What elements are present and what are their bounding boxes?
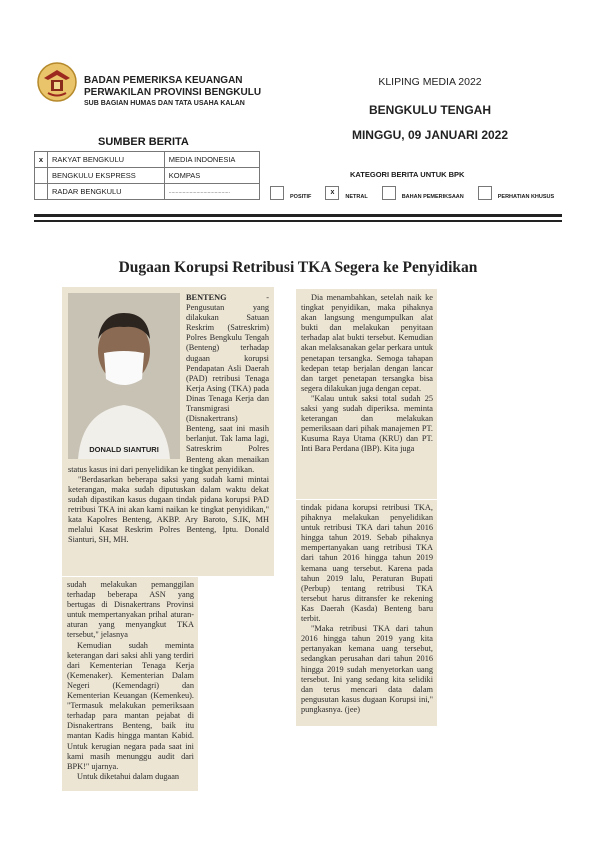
source-cell: MEDIA INDONESIA	[164, 152, 259, 168]
bpk-logo	[36, 60, 78, 104]
org-division: SUB BAGIAN HUMAS DAN TATA USAHA KALAN	[84, 100, 245, 107]
source-cell: RADAR BENGKULU	[48, 184, 165, 200]
category-checkbox[interactable]: x	[325, 186, 339, 200]
category-checkbox[interactable]	[270, 186, 284, 200]
org-branch: PERWAKILAN PROVINSI BENGKULU	[84, 87, 262, 98]
category-checkbox[interactable]	[382, 186, 396, 200]
source-checkbox[interactable]	[35, 168, 48, 184]
source-checkbox[interactable]: x	[35, 152, 48, 168]
category-label: PERHATIAN KHUSUS	[497, 194, 555, 200]
header-divider	[34, 220, 562, 222]
region-title: BENGKULU TENGAH	[369, 103, 491, 117]
edition-date: MINGGU, 09 JANUARI 2022	[351, 128, 509, 142]
table-row	[35, 152, 260, 168]
kliping-label: KLIPING MEDIA 2022	[378, 76, 482, 88]
article-paragraph: sudah melakukan pemanggilan terhadap beberapa ASN yang bertugas di Disnakertrans Provinsi untuk mempertanyakan prihal aturan-aturan yang menyangkut TKA tersebut," jelasnya	[67, 580, 194, 640]
source-table	[34, 151, 260, 200]
category-label: POSITIF	[290, 194, 312, 200]
table-row	[35, 184, 260, 200]
person-photo-icon	[68, 293, 180, 459]
category-label: BAHAN PEMERIKSAAN	[401, 194, 464, 200]
article-text: berlanjut. Tak lama lagi, Satreskrim Polres Benteng akan menaikan status kasus ini dari penyelidikan ke tingkat penyidikan.	[68, 434, 269, 474]
reporter-photo	[68, 293, 180, 459]
category-title: KATEGORI BERITA UNTUK BPK	[350, 170, 465, 179]
category-label: NETRAL	[345, 194, 368, 200]
article-paragraph: Dia menambahkan, setelah naik ke tingkat penyidikan, maka pihaknya akan langsung mengumpulkan alat bukti dan melakukan penyitaan terhadap alat bukti tersebut. Kemudian akan melaksanakan gelar perkara untuk penetapan tersangka. Semoga tahapan kedepan tetap berjalan dengan lancar dan target penetapan tersangka bisa segera dilakukan juga dengan cepat.	[301, 293, 433, 393]
article-clip	[62, 287, 274, 576]
category-checkbox[interactable]	[478, 186, 492, 200]
article-text: - Pengusutan yang dilakukan Satuan Reskrim (Satreskrim) Polres Bengkulu Tengah (Benteng) terhadap dugaan korupsi Pendapatan Asli Daerah (PAD) retribusi Tenaga Kerja Asing (TKA) pada Dinas Tenaga Kerja dan Transmigrasi (Disnakertrans) Benteng, saat ini masih	[186, 293, 269, 434]
article-clip	[296, 289, 437, 499]
source-checkbox[interactable]	[35, 184, 48, 200]
article-paragraph: "Kalau untuk saksi total sudah 25 saksi yang sudah diperiksa. meminta keterangan dan melakukan pemeriksaan dari pihak manajemen PT. Kusuma Raya Utama (KRU) dan PT. Inti Bara Perdana (IBP). Kita juga	[301, 393, 433, 454]
article-clip	[62, 577, 198, 791]
article-headline: Dugaan Korupsi Retribusi TKA Segera ke Penyidikan	[118, 259, 478, 276]
article-paragraph: tindak pidana korupsi retribusi TKA, pihaknya melakukan penyelidikan untuk retribusi TKA dari tahun 2016 hingga tahun 2019. Sebab pihaknya mempertanyakan uang retribusi TKA dari tahun 2016 hingga tahun 2019 kemana uang tersebut. Karena pada tahun 2019 lalu, Peraturan Bupati (Perbup) tentang retribusi TKA tersebut harus ditransfer ke rekening Kas Daerah (Kasda) Benteng baru terbit.	[301, 503, 433, 624]
article-paragraph: "Maka retribusi TKA dari tahun 2016 hingga tahun 2019 yang kita pertanyakan kemana uang tersebut, sedangkan perusahan dari tahun 2016 hingga 2019 sudah menyetorkan uang tersebut. Ini yang sedang kita selidiki dan terus mencari data dalam pengusutan kasus dugaan Korupsi ini," pungkasnya. (jee)	[301, 624, 433, 714]
header-divider	[34, 214, 562, 217]
source-title: SUMBER BERITA	[98, 136, 189, 148]
source-cell: RAKYAT BENGKULU	[48, 152, 165, 168]
article-paragraph: Untuk diketahui dalam dugaan	[77, 771, 180, 781]
table-row	[35, 168, 260, 184]
category-options	[270, 186, 554, 200]
article-clip	[296, 500, 437, 726]
source-cell: BENGKULU EKSPRESS	[48, 168, 165, 184]
article-paragraph: Kemudian sudah meminta keterangan dari saksi ahli yang terdiri dari Kementerian Tenaga Kerja (Kemenaker). Kementerian Dalam Negeri (Kemendagri) dan Kementerian Keuangan (Kemenkeu). "Termasuk melakukan pemeriksaan terhadap para mantan pejabat di Disnakertrans Benteng, baik itu mantan Kadis hingga mantan Kabid. Untuk kerugian negara pada saat ini kami masih menunggu audit dari BPK!" ujarnya.	[67, 640, 194, 771]
source-cell: ............................................	[164, 184, 259, 200]
org-name: BADAN PEMERIKSA KEUANGAN	[84, 75, 243, 86]
photo-caption: DONALD SIANTURI	[89, 444, 159, 454]
source-cell: KOMPAS	[164, 168, 259, 184]
article-paragraph: "Berdasarkan beberapa saksi yang sudah kami mintai keterangan, maka sudah diputuskan dalam waktu dekat sudah dipastikan kasus dugaan tindak pidana korupsi PAD retribusi TKA ini akan kami naikan ke tingkat penyidikan," kata Kapolres Benteng, AKBP. Ary Baroto, S.IK, MH melalui Kasat Reskrim Polres Benteng, Iptu. Donald Sianturi, SH, MH.	[68, 474, 269, 545]
garuda-emblem-icon	[36, 60, 78, 104]
article-lead: BENTENG	[186, 293, 227, 302]
